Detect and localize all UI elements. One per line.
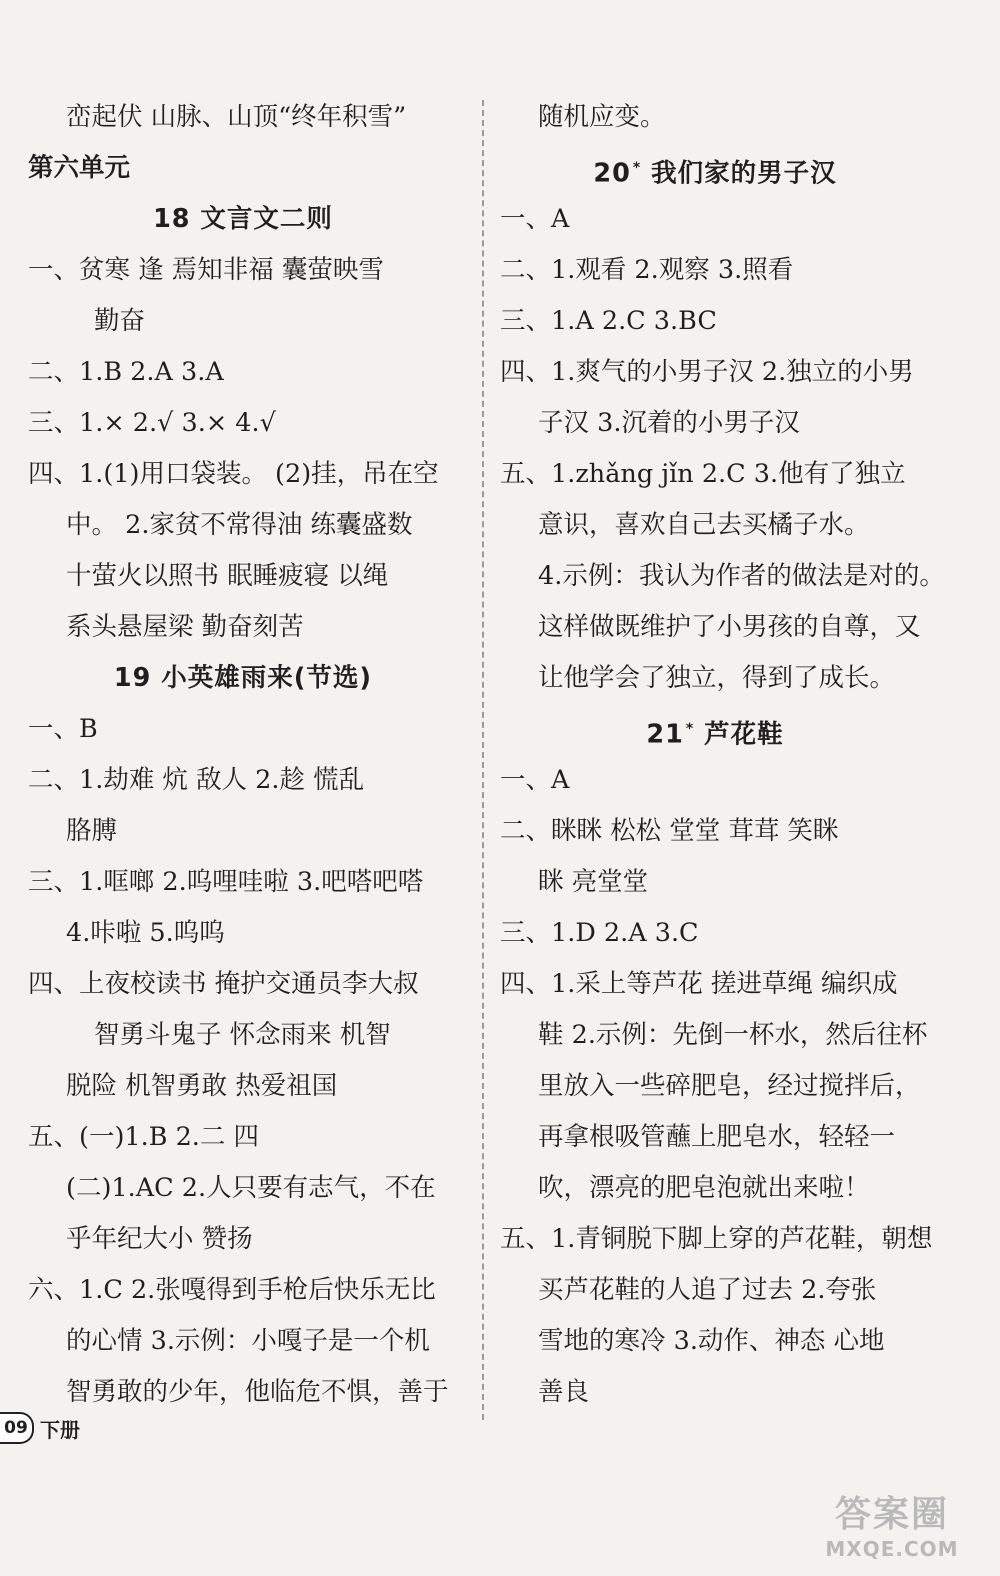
answer-line: 五、(一)1.B 2.二 四 — [28, 1122, 260, 1152]
answer-line: 三、1.哐啷 2.呜哩哇啦 3.吧嗒吧嗒 — [28, 867, 424, 897]
answer-line: 一、贫寒 逢 焉知非福 囊萤映雪 — [28, 255, 384, 285]
lesson-title: 19 小英雄雨来(节选) — [113, 663, 373, 693]
answer-line: 三、1.A 2.C 3.BC — [500, 306, 717, 336]
answer-line: 一、B — [28, 714, 98, 744]
answer-line: 五、1.青铜脱下脚上穿的芦花鞋，朝想 — [500, 1224, 933, 1254]
answer-line: 的心情 3.示例：小嘎子是一个机 — [66, 1326, 430, 1356]
answer-line: 五、1.zhǎng jǐn 2.C 3.他有了独立 — [500, 459, 906, 489]
answer-line: 一、A — [500, 204, 570, 234]
unit-heading: 第六单元 — [28, 153, 131, 183]
lesson-number: 20 — [593, 158, 631, 189]
answer-line: 二、1.B 2.A 3.A — [28, 357, 224, 387]
answer-line: 三、1.D 2.A 3.C — [500, 918, 699, 948]
answer-line: 善良 — [538, 1377, 590, 1407]
page-number: 09 — [0, 1412, 34, 1444]
answer-line: 四、1.(1)用口袋装。 (2)挂，吊在空 — [28, 459, 439, 489]
lesson-number: 21 — [646, 719, 684, 750]
answer-line: 勤奋 — [94, 306, 146, 336]
answer-line: 中。 2.家贫不常得油 练囊盛数 — [66, 510, 413, 540]
answer-line: 四、1.采上等芦花 搓进草绳 编织成 — [500, 969, 898, 999]
optional-lesson-star: * — [685, 721, 695, 737]
answer-line: 雪地的寒冷 3.动作、神态 心地 — [538, 1326, 885, 1356]
lesson-name: 芦花鞋 — [694, 719, 784, 750]
answer-line: 4.示例：我认为作者的做法是对的。 — [538, 561, 945, 591]
answer-line: 脱险 机智勇敢 热爱祖国 — [66, 1071, 338, 1101]
answer-line: 二、1.观看 2.观察 3.照看 — [500, 255, 794, 285]
answer-line: (二)1.AC 2.人只要有志气，不在 — [66, 1173, 436, 1203]
answer-line: 六、1.C 2.张嘎得到手枪后快乐无比 — [28, 1275, 436, 1305]
lesson-title: 18 文言文二则 — [153, 204, 333, 234]
lesson-title — [500, 143, 930, 194]
optional-lesson-star: * — [632, 160, 642, 176]
answer-line: 四、1.爽气的小男子汉 2.独立的小男 — [500, 357, 914, 387]
answer-line: 智勇敢的少年，他临危不惧，善于 — [66, 1377, 449, 1407]
answer-line: 4.咔啦 5.呜呜 — [66, 918, 225, 948]
answer-line: 这样做既维护了小男孩的自尊，又 — [538, 612, 921, 642]
volume-label: 下册 — [40, 1417, 80, 1442]
left-column — [28, 92, 458, 1418]
answer-line: 里放入一些碎肥皂，经过搅拌后， — [538, 1071, 921, 1101]
answer-line: 十萤火以照书 眠睡疲寝 以绳 — [66, 561, 389, 591]
answer-line: 智勇斗鬼子 怀念雨来 机智 — [94, 1020, 391, 1050]
answer-line: 胳膊 — [66, 816, 118, 846]
answer-line: 吹，漂亮的肥皂泡就出来啦！ — [538, 1173, 870, 1203]
lesson-title — [500, 704, 930, 755]
page-footer — [0, 1412, 80, 1444]
right-column — [500, 92, 945, 1418]
answer-line: 随机应变。 — [538, 102, 666, 132]
column-divider — [482, 100, 484, 1420]
answer-line: 一、A — [500, 765, 570, 795]
answer-line: 意识，喜欢自己去买橘子水。 — [538, 510, 870, 540]
answer-line: 买芦花鞋的人追了过去 2.夸张 — [538, 1275, 877, 1305]
answer-line: 子汉 3.沉着的小男子汉 — [538, 408, 800, 438]
answer-line: 乎年纪大小 赞扬 — [66, 1224, 253, 1254]
answer-line: 四、上夜校读书 掩护交通员李大叔 — [28, 969, 419, 999]
answer-line: 鞋 2.示例：先倒一杯水，然后往杯 — [538, 1020, 928, 1050]
answer-line: 系头悬屋梁 勤奋刻苦 — [66, 612, 304, 642]
watermark-domain: MXQE.COM — [825, 1537, 959, 1561]
answer-line: 峦起伏 山脉、山顶“终年积雪” — [66, 102, 407, 132]
answer-line: 再拿根吸管蘸上肥皂水，轻轻一 — [538, 1122, 896, 1152]
answer-line: 让他学会了独立，得到了成长。 — [538, 663, 896, 693]
answer-line: 二、1.劫难 炕 敌人 2.趁 慌乱 — [28, 765, 365, 795]
answer-line: 三、1.× 2.√ 3.× 4.√ — [28, 408, 276, 438]
answer-line: 二、眯眯 松松 堂堂 茸茸 笑眯 — [500, 816, 839, 846]
watermark-logo-text: 答案圈 — [834, 1494, 949, 1535]
answer-line: 眯 亮堂堂 — [538, 867, 649, 897]
site-watermark — [812, 1486, 972, 1561]
lesson-name: 我们家的男子汉 — [641, 158, 837, 189]
